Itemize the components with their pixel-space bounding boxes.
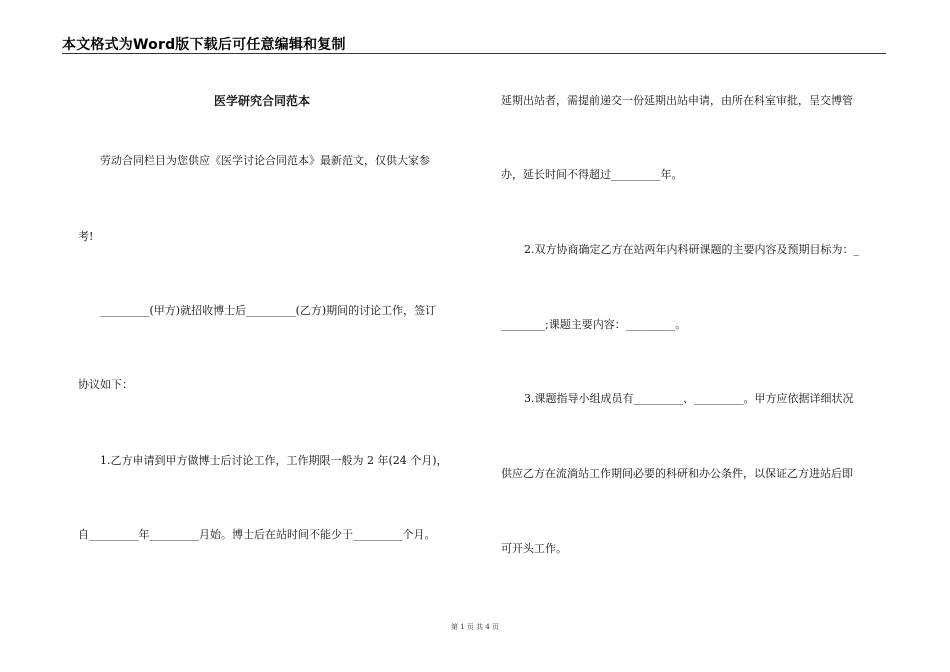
- right-paragraph-line: 2.双方协商确定乙方在站两年内科研课题的主要内容及预期目标为：_: [524, 243, 859, 256]
- page-number: 第 1 页 共 4 页: [450, 623, 500, 631]
- document-banner: 本文格式为Word版下载后可任意编辑和复制: [62, 37, 346, 53]
- left-paragraph-line: 自_________年_________月始。博士后在站时间不能少于_________个月。: [78, 528, 436, 541]
- document-title: 医学研究合同范本: [213, 94, 310, 108]
- right-paragraph-line: 可开头工作。: [501, 542, 567, 555]
- right-paragraph-line: 3.课题指导小组成员有_________、_________。甲方应依据详细状况: [524, 392, 854, 405]
- right-paragraph-line: 延期出站者，需提前递交一份延期出站申请，由所在科室审批，呈交博管: [501, 94, 853, 107]
- left-paragraph-line: 协议如下：: [78, 378, 133, 391]
- left-paragraph-line: 劳动合同栏目为您供应《医学讨论合同范本》最新范文，仅供大家参: [100, 154, 430, 167]
- header-divider: [62, 53, 886, 54]
- left-paragraph-line: _________(甲方)就招收博士后_________(乙方)期间的讨论工作，签订: [100, 304, 437, 317]
- left-paragraph-line: 1.乙方申请到甲方做博士后讨论工作，工作期限一般为 2 年(24 个月)，: [100, 454, 448, 467]
- right-paragraph-line: 供应乙方在流淌站工作期间必要的科研和办公条件，以保证乙方进站后即: [501, 467, 853, 480]
- left-paragraph-line: 考!: [78, 230, 94, 243]
- right-paragraph-line: ________;课题主要内容：_________。: [501, 318, 687, 331]
- right-paragraph-line: 办，延长时间不得超过_________年。: [501, 168, 683, 181]
